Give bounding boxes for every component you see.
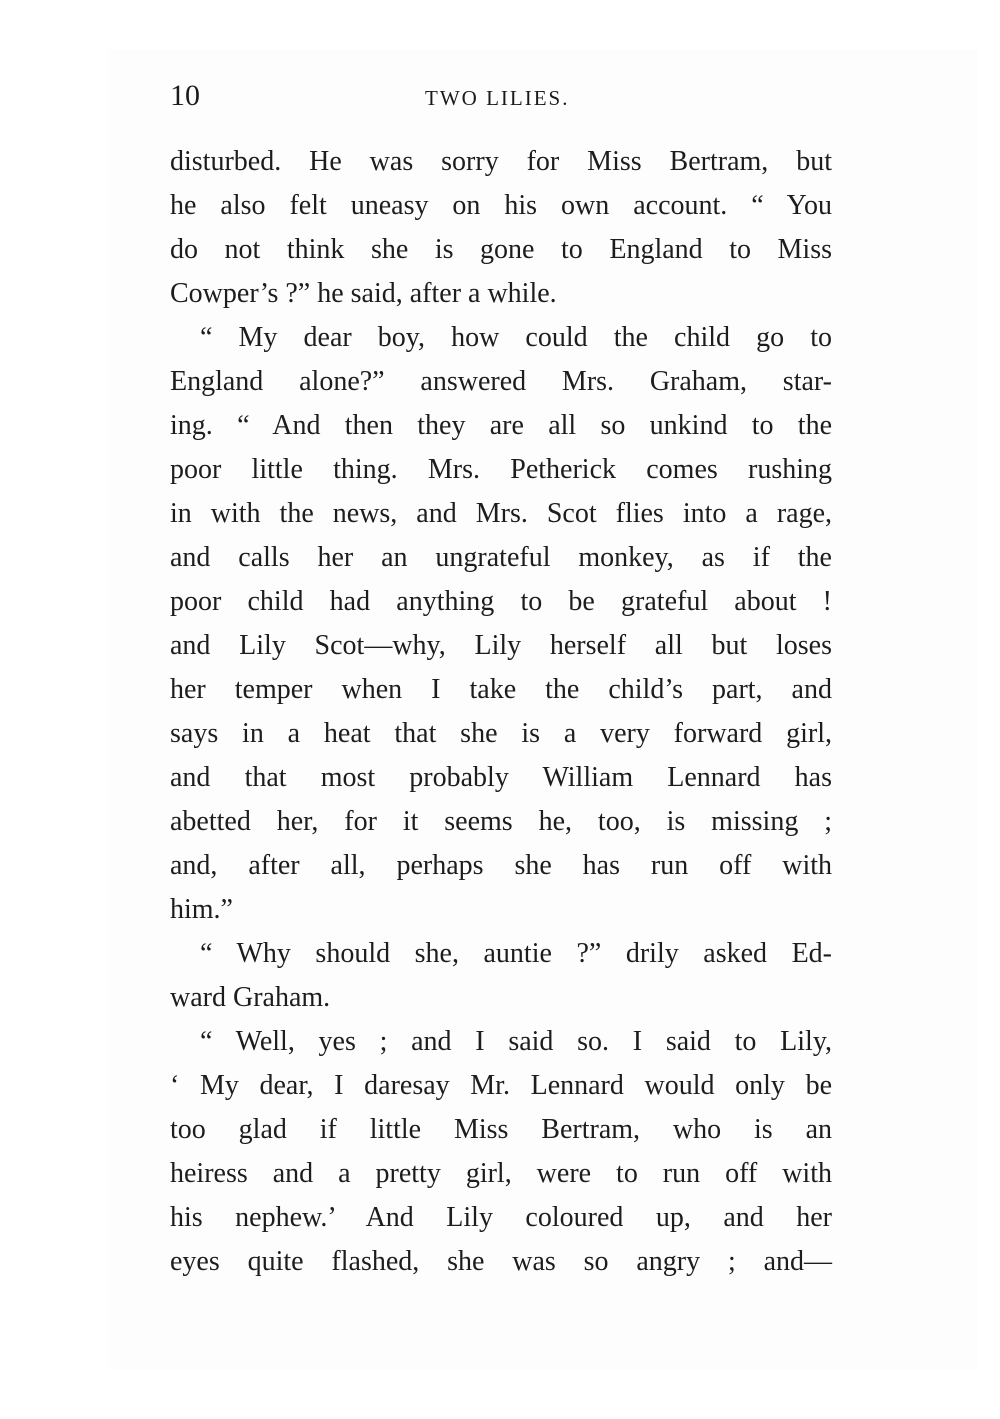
text-line: him.” [170,894,233,925]
text-line: and Lily Scot—why, Lily herself all but loses [170,630,832,661]
text-line: too glad if little Miss Bertram, who is an [170,1114,832,1145]
text-line: heiress and a pretty girl, were to run off with [170,1158,832,1189]
text-line: disturbed. He was sorry for Miss Bertram, but [170,146,832,177]
text-line: Cowper’s ?” he said, after a while. [170,278,557,309]
text-line: abetted her, for it seems he, too, is missing ; [170,806,832,837]
text-line: ing. “ And then they are all so unkind to the [170,410,832,441]
text-line: ward Graham. [170,982,331,1013]
text-line: and, after all, perhaps she has run off with [170,850,832,881]
text-line: and calls her an ungrateful monkey, as if the [170,542,832,573]
text-line: England alone?” answered Mrs. Graham, star- [170,366,832,397]
text-line: poor little thing. Mrs. Petherick comes rushing [170,454,832,485]
text-line: says in a heat that she is a very forward girl, [170,718,832,749]
text-line: do not think she is gone to England to Miss [170,234,832,265]
text-line: “ Well, yes ; and I said so. I said to Lily, [200,1026,832,1057]
body-text [170,140,832,1284]
text-line: poor child had anything to be grateful about ! [170,586,832,617]
text-line: in with the news, and Mrs. Scot flies into a rage, [170,498,832,529]
text-line: his nephew.’ And Lily coloured up, and her [170,1202,832,1233]
text-line: he also felt uneasy on his own account. “ You [170,190,832,221]
text-line: “ Why should she, auntie ?” drily asked Ed- [200,938,832,969]
text-line: eyes quite flashed, she was so angry ; and— [170,1246,832,1277]
running-title: TWO LILIES. [425,86,570,110]
text-line: ‘ My dear, I daresay Mr. Lennard would only be [170,1070,832,1101]
text-line: and that most probably William Lennard has [170,762,832,793]
text-line: her temper when I take the child’s part, and [170,674,832,705]
page-header [170,76,830,116]
text-line: “ My dear boy, how could the child go to [200,322,832,353]
page-number: 10 [170,79,200,112]
